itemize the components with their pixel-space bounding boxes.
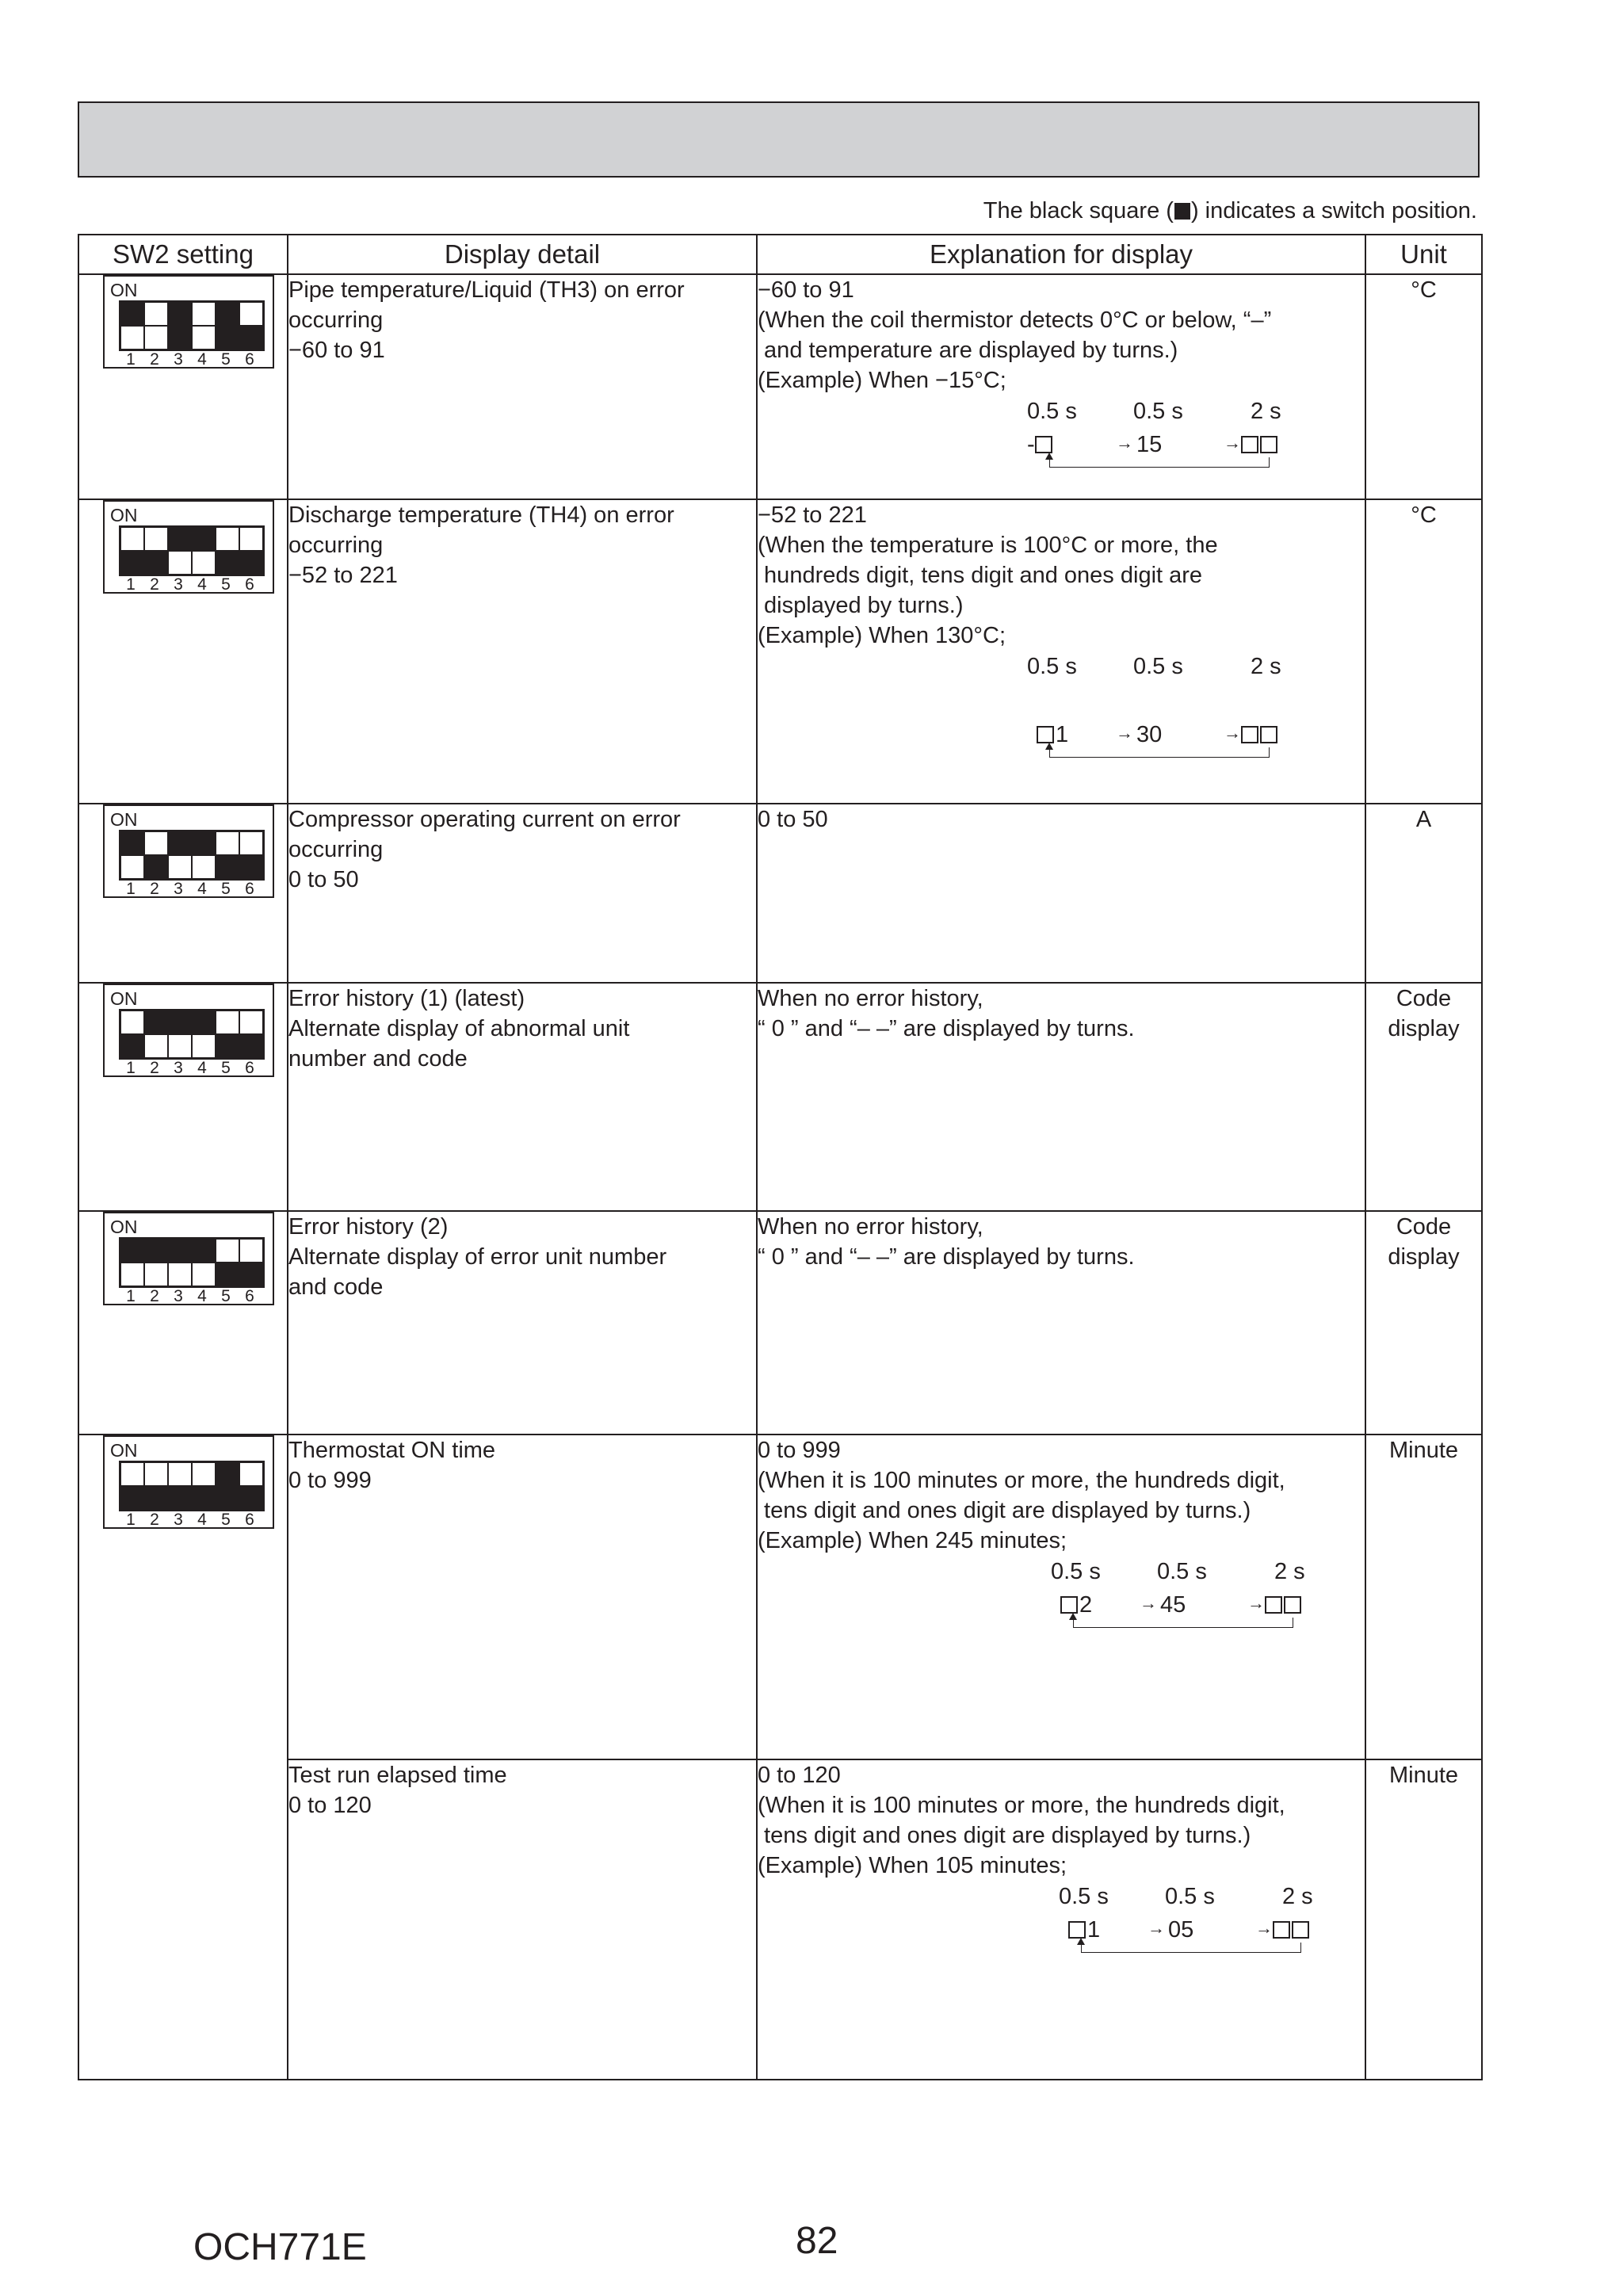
header-sw2-setting: SW2 setting xyxy=(78,235,288,274)
black-square-icon xyxy=(1174,203,1190,220)
text-line: (When the coil thermistor detects 0°C or below, “–” xyxy=(758,308,1272,333)
text-line: (Example) When 105 minutes; xyxy=(758,1853,1067,1878)
text-line: occurring xyxy=(288,308,384,333)
timing-label: 2 s xyxy=(1274,1559,1305,1584)
text-line: occurring xyxy=(288,533,384,558)
dip-switch-number: 4 xyxy=(197,1059,207,1077)
dip-switch-number: 5 xyxy=(221,1059,231,1077)
table-row xyxy=(78,1759,1482,2080)
sw-cell xyxy=(78,499,288,804)
return-loop-arrow-icon xyxy=(1069,1613,1077,1620)
dip-switch-cell xyxy=(239,302,263,326)
explanation-cell xyxy=(757,499,1365,804)
note-text-after: ) indicates a switch position. xyxy=(1190,198,1477,223)
text-line: °C xyxy=(1411,502,1437,528)
display-glyph-text: 2 xyxy=(1079,1592,1093,1618)
seven-segment-blank-icon xyxy=(1265,1596,1282,1614)
dip-switch-cell xyxy=(192,1034,216,1058)
display-glyph-text: 1 xyxy=(1056,722,1069,747)
text-line: Error history (1) (latest) xyxy=(288,986,525,1011)
text-line: occurring xyxy=(288,837,384,862)
text-line: Alternate display of abnormal unit xyxy=(288,1016,630,1041)
dip-switch-cell xyxy=(192,1239,216,1263)
timing-sequence xyxy=(758,397,1365,470)
dip-switch-number: 1 xyxy=(126,880,136,898)
text-line: (When the temperature is 100°C or more, the xyxy=(758,533,1218,558)
arrow-right-icon: → xyxy=(1148,1918,1165,1938)
text-line: −52 to 221 xyxy=(288,563,398,588)
dip-switch-cell xyxy=(239,1034,263,1058)
return-loop-line xyxy=(1049,457,1270,468)
text-line: 0 to 999 xyxy=(758,1438,841,1463)
text-line: Alternate display of error unit number xyxy=(288,1244,667,1270)
dip-switch-cell xyxy=(216,527,239,551)
dip-switch-cell xyxy=(216,302,239,326)
return-loop-arrow-icon xyxy=(1045,453,1053,460)
dip-switch-cell xyxy=(216,326,239,350)
dip-switch-number: 2 xyxy=(150,880,159,898)
dip-switch-cell xyxy=(144,831,168,855)
dip-switch-cell xyxy=(168,1486,192,1510)
display-detail-cell xyxy=(288,1435,757,1759)
explanation-text xyxy=(758,984,1365,1044)
text-line: “ 0 ” and “– –” are displayed by turns. xyxy=(758,1244,1135,1270)
dip-switch-number: 3 xyxy=(174,575,183,594)
dip-switch-numbers xyxy=(119,1511,265,1529)
display-detail-cell xyxy=(288,1759,757,2080)
text-line: (When it is 100 minutes or more, the hundreds digit, xyxy=(758,1793,1285,1818)
dip-switch-cell xyxy=(216,1239,239,1263)
dip-switch-number: 2 xyxy=(150,1511,159,1529)
dip-switch-cell xyxy=(144,302,168,326)
sw-cell xyxy=(78,804,288,983)
text-line: and temperature are displayed by turns.) xyxy=(758,338,1178,363)
dip-switch-grid xyxy=(119,1009,265,1060)
dip-switch-cell xyxy=(239,1239,263,1263)
return-loop-line xyxy=(1073,1618,1293,1628)
text-line: tens digit and ones digit are displayed by turns.) xyxy=(758,1498,1251,1523)
text-line: Minute xyxy=(1388,1438,1459,1463)
table-row xyxy=(78,1435,1482,1759)
unit-cell xyxy=(1365,804,1482,983)
dip-switch-cell xyxy=(120,1010,144,1034)
dip-switch-number: 6 xyxy=(245,350,254,369)
unit-cell xyxy=(1365,499,1482,804)
display-glyph-2: 05 xyxy=(1168,1917,1194,1943)
display-detail-cell xyxy=(288,499,757,804)
dip-switch-number: 2 xyxy=(150,1059,159,1077)
dip-switch-cell xyxy=(239,1263,263,1286)
explanation-text xyxy=(758,500,1365,651)
dip-switch-number: 6 xyxy=(245,1059,254,1077)
dip-switch-cell xyxy=(168,551,192,575)
timing-label: 0.5 s xyxy=(1157,1559,1207,1584)
dip-switch-cell xyxy=(144,551,168,575)
text-line: Discharge temperature (TH4) on error xyxy=(288,502,674,528)
dip-switch-cell xyxy=(216,855,239,879)
sw-cell xyxy=(78,1435,288,2080)
dip-switch-cell xyxy=(239,831,263,855)
dip-switch-cell xyxy=(192,302,216,326)
arrow-right-icon: → xyxy=(1116,723,1133,743)
header-explanation: Explanation for display xyxy=(757,235,1365,274)
dip-switch-cell xyxy=(120,1263,144,1286)
text-line: hundreds digit, tens digit and ones digit are xyxy=(758,563,1203,588)
dip-switch xyxy=(103,1212,274,1305)
timing-label: 2 s xyxy=(1251,654,1281,679)
timing-label: 0.5 s xyxy=(1027,654,1077,679)
dip-switch-cell xyxy=(168,302,192,326)
dip-switch-number: 4 xyxy=(197,1511,207,1529)
dip-switch-cell xyxy=(216,551,239,575)
sw-cell xyxy=(78,274,288,499)
dip-switch-numbers xyxy=(119,576,265,594)
text-line: 0 to 50 xyxy=(288,867,359,892)
dip-switch-cell xyxy=(168,1462,192,1486)
text-line: tens digit and ones digit are displayed by turns.) xyxy=(758,1823,1251,1848)
dip-switch-cell xyxy=(120,326,144,350)
dip-switch-cell xyxy=(120,527,144,551)
text-line: When no error history, xyxy=(758,1214,983,1240)
dip-switch-numbers xyxy=(119,881,265,898)
arrow-right-icon: → xyxy=(1255,1918,1273,1938)
dip-switch-cell xyxy=(168,326,192,350)
text-line: −52 to 221 xyxy=(758,502,867,528)
table-row xyxy=(78,274,1482,499)
unit-cell xyxy=(1365,274,1482,499)
text-line: Compressor operating current on error xyxy=(288,807,681,832)
dip-switch-cell xyxy=(216,1010,239,1034)
text-line: “ 0 ” and “– –” are displayed by turns. xyxy=(758,1016,1135,1041)
dip-switch-cell xyxy=(216,1034,239,1058)
dip-switch xyxy=(103,984,274,1077)
dip-switch-cell xyxy=(192,551,216,575)
dip-switch xyxy=(103,804,274,898)
table-row xyxy=(78,499,1482,804)
timing-label: 0.5 s xyxy=(1165,1884,1215,1909)
dip-switch-number: 2 xyxy=(150,575,159,594)
dip-switch-grid xyxy=(119,830,265,881)
dip-switch-number: 5 xyxy=(221,880,231,898)
dip-switch-numbers xyxy=(119,351,265,369)
dip-switch-cell xyxy=(120,1239,144,1263)
dip-switch-number: 3 xyxy=(174,1287,183,1305)
arrow-right-icon: → xyxy=(1116,433,1133,453)
dip-on-label: ON xyxy=(110,809,138,830)
dip-on-label: ON xyxy=(110,1440,138,1461)
dip-switch-cell xyxy=(239,855,263,879)
dip-switch xyxy=(103,275,274,369)
dip-switch-cell xyxy=(168,1239,192,1263)
dip-switch-number: 4 xyxy=(197,350,207,369)
note-text-before: The black square ( xyxy=(983,198,1174,223)
dip-switch-cell xyxy=(168,1034,192,1058)
dip-switch-cell xyxy=(120,551,144,575)
display-glyph-2: 15 xyxy=(1136,432,1163,457)
explanation-text xyxy=(758,1435,1365,1556)
dip-switch-number: 1 xyxy=(126,350,136,369)
dip-switch-cell xyxy=(120,1462,144,1486)
dip-switch-cell xyxy=(120,302,144,326)
return-loop-arrow-icon xyxy=(1077,1938,1085,1945)
dip-switch-number: 6 xyxy=(245,880,254,898)
timing-label: 0.5 s xyxy=(1133,654,1183,679)
switch-position-note xyxy=(983,198,1477,224)
unit-cell xyxy=(1365,1759,1482,2080)
timing-sequence xyxy=(758,1882,1365,1955)
timing-label: 2 s xyxy=(1251,399,1281,424)
dip-switch-cell xyxy=(239,1010,263,1034)
seven-segment-blank-icon xyxy=(1035,436,1052,453)
dip-switch-cell xyxy=(144,1239,168,1263)
dip-switch-cell xyxy=(120,855,144,879)
dip-switch-cell xyxy=(192,855,216,879)
dip-switch-number: 4 xyxy=(197,1287,207,1305)
display-detail-cell xyxy=(288,983,757,1211)
dip-switch-number: 1 xyxy=(126,1511,136,1529)
dip-switch-number: 4 xyxy=(197,575,207,594)
display-detail-cell xyxy=(288,1211,757,1435)
explanation-text xyxy=(758,1760,1365,1881)
dip-switch-cell xyxy=(239,1486,263,1510)
dip-switch-cell xyxy=(216,1462,239,1486)
seven-segment-blank-icon xyxy=(1241,436,1258,453)
timing-label: 0.5 s xyxy=(1027,399,1077,424)
dip-switch-cell xyxy=(144,1486,168,1510)
dip-switch-grid xyxy=(119,1461,265,1511)
dip-switch-number: 1 xyxy=(126,1059,136,1077)
arrow-right-icon: → xyxy=(1140,1593,1157,1613)
text-line: and code xyxy=(288,1274,384,1300)
explanation-cell xyxy=(757,1759,1365,2080)
timing-label: 2 s xyxy=(1282,1884,1313,1909)
timing-sequence xyxy=(758,652,1365,760)
header-display-detail: Display detail xyxy=(288,235,757,274)
sw2-display-table xyxy=(78,234,1483,2080)
explanation-cell xyxy=(757,1435,1365,1759)
dip-switch-number: 6 xyxy=(245,575,254,594)
dip-switch-cell xyxy=(216,1263,239,1286)
dip-switch-cell xyxy=(239,326,263,350)
unit-cell xyxy=(1365,983,1482,1211)
dip-switch-cell xyxy=(168,831,192,855)
text-line: Error history (2) xyxy=(288,1214,449,1240)
explanation-cell xyxy=(757,804,1365,983)
text-line: A xyxy=(1415,807,1432,832)
text-line: display xyxy=(1388,1016,1460,1041)
explanation-text xyxy=(758,275,1365,395)
dip-switch-cell xyxy=(144,326,168,350)
explanation-cell xyxy=(757,1211,1365,1435)
text-line: (Example) When 130°C; xyxy=(758,623,1006,648)
return-loop-line xyxy=(1081,1943,1301,1953)
text-line: Code xyxy=(1396,1214,1452,1240)
table-header-row xyxy=(78,235,1482,274)
explanation-text xyxy=(758,804,1365,835)
return-loop-line xyxy=(1049,747,1270,758)
text-line: Code xyxy=(1396,986,1452,1011)
text-line: Pipe temperature/Liquid (TH3) on error xyxy=(288,277,685,303)
dip-switch-cell xyxy=(239,1462,263,1486)
display-glyph-2: 30 xyxy=(1136,722,1163,747)
explanation-text xyxy=(758,1212,1365,1272)
dip-switch-cell xyxy=(239,551,263,575)
dip-switch-cell xyxy=(168,855,192,879)
dip-switch-number: 5 xyxy=(221,350,231,369)
dip-switch-number: 2 xyxy=(150,350,159,369)
display-glyph-3 xyxy=(1241,430,1279,459)
dip-switch-cell xyxy=(192,831,216,855)
text-line: −60 to 91 xyxy=(288,338,385,363)
text-line: 0 to 999 xyxy=(288,1468,372,1493)
dip-switch-cell xyxy=(192,1263,216,1286)
text-line: When no error history, xyxy=(758,986,983,1011)
timing-label: 0.5 s xyxy=(1059,1884,1109,1909)
dip-switch-number: 1 xyxy=(126,1287,136,1305)
dip-switch-number: 3 xyxy=(174,1511,183,1529)
seven-segment-blank-icon xyxy=(1241,726,1258,743)
text-line: (When it is 100 minutes or more, the hundreds digit, xyxy=(758,1468,1285,1493)
dip-on-label: ON xyxy=(110,1217,138,1237)
dip-switch-cell xyxy=(168,527,192,551)
sw-cell xyxy=(78,1211,288,1435)
timing-sequence xyxy=(758,1557,1365,1630)
footer-page-number: 82 xyxy=(796,2220,838,2262)
dip-switch-number: 3 xyxy=(174,1059,183,1077)
dip-switch-number: 3 xyxy=(174,880,183,898)
text-line: (Example) When 245 minutes; xyxy=(758,1528,1067,1553)
seven-segment-blank-icon xyxy=(1292,1921,1309,1939)
dip-switch-number: 6 xyxy=(245,1287,254,1305)
display-detail-cell xyxy=(288,274,757,499)
text-line: Thermostat ON time xyxy=(288,1438,496,1463)
dip-switch-cell xyxy=(144,1010,168,1034)
dip-on-label: ON xyxy=(110,505,138,525)
dip-on-label: ON xyxy=(110,280,138,300)
display-glyph-3 xyxy=(1241,720,1279,749)
section-header-bar xyxy=(78,101,1480,178)
display-glyph-3 xyxy=(1265,1591,1303,1619)
seven-segment-blank-icon xyxy=(1260,436,1277,453)
header-unit: Unit xyxy=(1365,235,1482,274)
dip-switch-cell xyxy=(144,855,168,879)
dip-switch-cell xyxy=(120,831,144,855)
dip-switch-cell xyxy=(192,1010,216,1034)
text-line: °C xyxy=(1411,277,1437,303)
explanation-cell xyxy=(757,274,1365,499)
dip-switch-cell xyxy=(192,1486,216,1510)
arrow-right-icon: → xyxy=(1224,433,1241,453)
display-detail-cell xyxy=(288,804,757,983)
dip-on-label: ON xyxy=(110,988,138,1009)
dip-switch-cell xyxy=(168,1263,192,1286)
display-glyph-2: 45 xyxy=(1160,1592,1186,1618)
timing-label: 0.5 s xyxy=(1051,1559,1101,1584)
dip-switch-number: 2 xyxy=(150,1287,159,1305)
explanation-cell xyxy=(757,983,1365,1211)
dip-switch-cell xyxy=(192,326,216,350)
text-line: 0 to 50 xyxy=(758,807,828,832)
dip-switch-cell xyxy=(168,1010,192,1034)
dip-switch-grid xyxy=(119,1237,265,1288)
footer-model-number: OCH771E xyxy=(193,2226,367,2268)
dip-switch-number: 1 xyxy=(126,575,136,594)
text-line: Test run elapsed time xyxy=(288,1763,507,1788)
dip-switch-number: 5 xyxy=(221,1511,231,1529)
dip-switch-number: 4 xyxy=(197,880,207,898)
text-line: display xyxy=(1388,1244,1460,1270)
dip-switch xyxy=(103,500,274,594)
dip-switch-number: 3 xyxy=(174,350,183,369)
dip-switch-cell xyxy=(120,1486,144,1510)
dip-switch-number: 5 xyxy=(221,1287,231,1305)
dip-switch-numbers xyxy=(119,1060,265,1077)
dip-switch-cell xyxy=(216,831,239,855)
dip-switch-cell xyxy=(144,1263,168,1286)
dip-switch-cell xyxy=(239,527,263,551)
table-row xyxy=(78,804,1482,983)
dip-switch-cell xyxy=(120,1034,144,1058)
seven-segment-blank-icon xyxy=(1260,726,1277,743)
seven-segment-blank-icon xyxy=(1068,1921,1086,1939)
dip-switch-number: 6 xyxy=(245,1511,254,1529)
text-line: (Example) When −15°C; xyxy=(758,368,1006,393)
unit-cell xyxy=(1365,1211,1482,1435)
dip-switch-cell xyxy=(216,1486,239,1510)
seven-segment-blank-icon xyxy=(1060,1596,1078,1614)
seven-segment-blank-icon xyxy=(1284,1596,1301,1614)
text-line: 0 to 120 xyxy=(288,1793,372,1818)
display-glyph-text: - xyxy=(1027,432,1035,457)
dip-switch-cell xyxy=(144,527,168,551)
text-line: Minute xyxy=(1388,1763,1459,1788)
table-row xyxy=(78,983,1482,1211)
sw-cell xyxy=(78,983,288,1211)
text-line: 0 to 120 xyxy=(758,1763,841,1788)
text-line: −60 to 91 xyxy=(758,277,854,303)
unit-cell xyxy=(1365,1435,1482,1759)
dip-switch-grid xyxy=(119,300,265,351)
return-loop-arrow-icon xyxy=(1045,743,1053,750)
dip-switch xyxy=(103,1435,274,1529)
dip-switch-numbers xyxy=(119,1288,265,1305)
dip-switch-grid xyxy=(119,525,265,576)
arrow-right-icon: → xyxy=(1247,1593,1265,1613)
dip-switch-cell xyxy=(192,1462,216,1486)
text-line: displayed by turns.) xyxy=(758,593,964,618)
arrow-right-icon: → xyxy=(1224,723,1241,743)
seven-segment-blank-icon xyxy=(1273,1921,1290,1939)
dip-switch-cell xyxy=(144,1462,168,1486)
display-glyph-3 xyxy=(1273,1916,1311,1944)
timing-label: 0.5 s xyxy=(1133,399,1183,424)
seven-segment-blank-icon xyxy=(1037,726,1054,743)
text-line: number and code xyxy=(288,1046,468,1072)
display-glyph-text: 1 xyxy=(1087,1917,1101,1943)
table-row xyxy=(78,1211,1482,1435)
dip-switch-cell xyxy=(192,527,216,551)
dip-switch-number: 5 xyxy=(221,575,231,594)
dip-switch-cell xyxy=(144,1034,168,1058)
